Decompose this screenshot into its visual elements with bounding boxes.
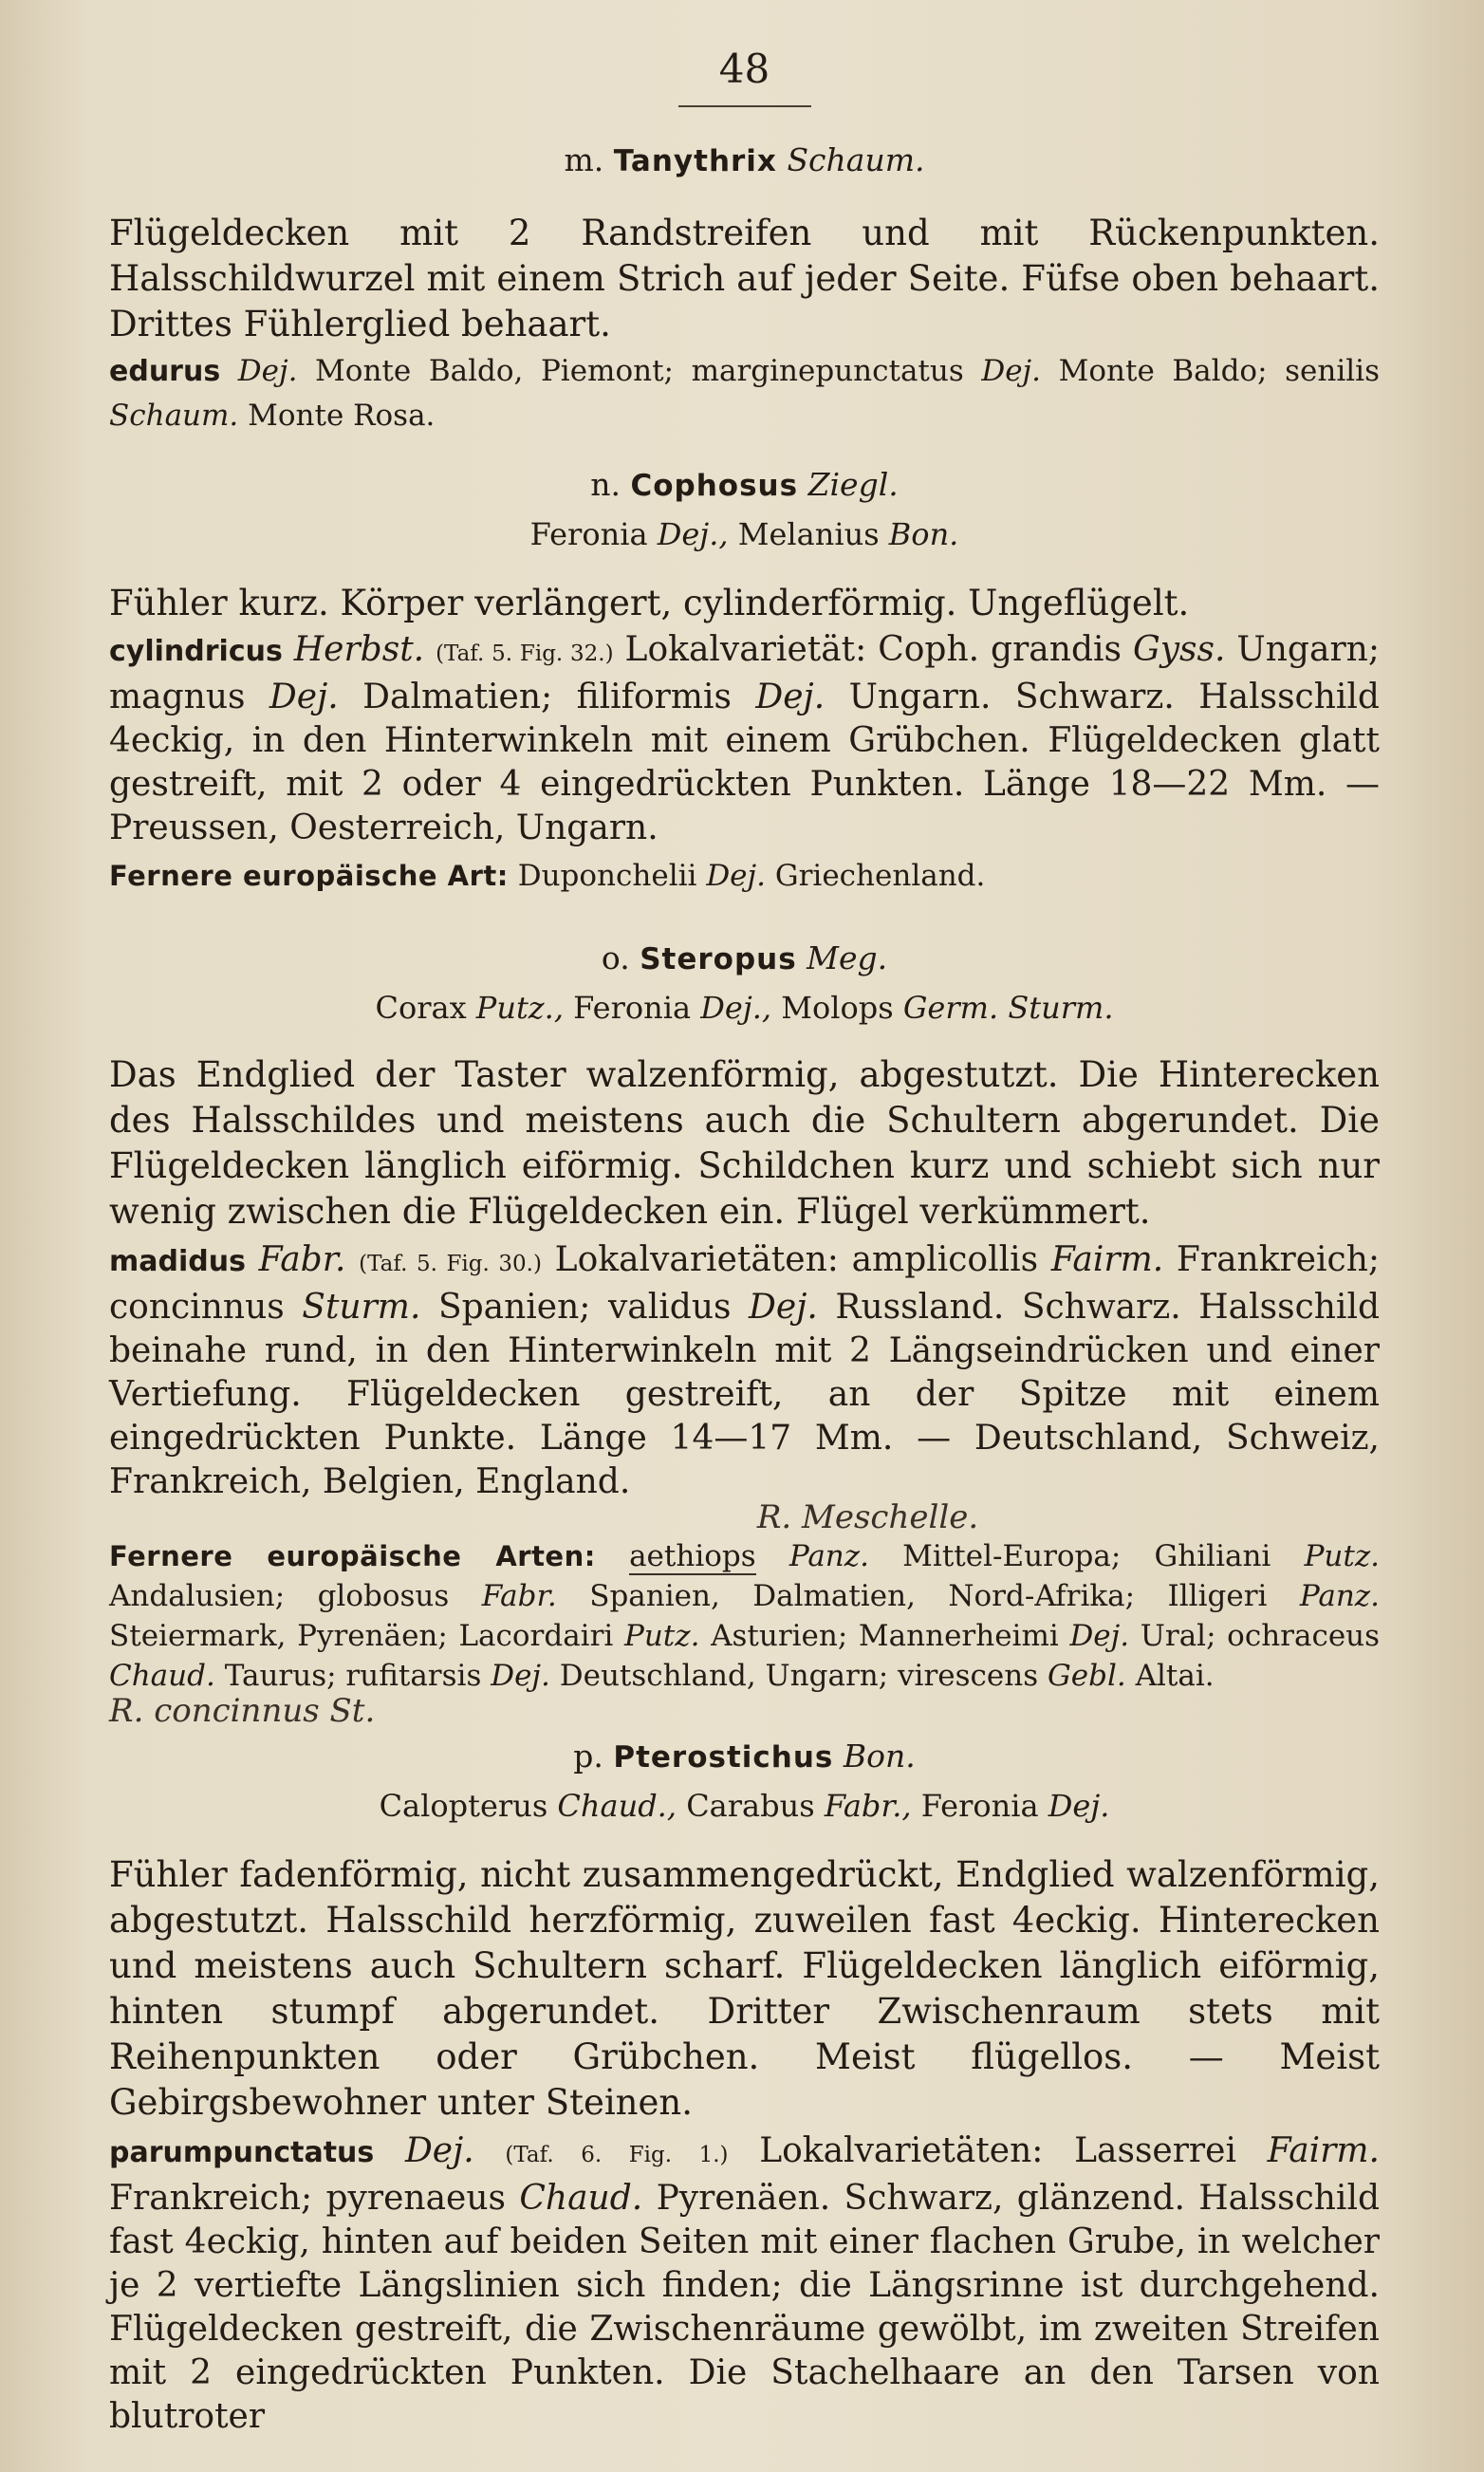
species-text: Monte Baldo, Piemont; marginepunctatus bbox=[315, 354, 964, 388]
species-author: Fairm. bbox=[1267, 2131, 1380, 2170]
section-letter: p. bbox=[573, 1738, 603, 1775]
species-text: Lokalvarietäten: Lasserrei bbox=[759, 2131, 1236, 2170]
synonym-author: Putz., bbox=[475, 990, 564, 1026]
species-author: Dej. bbox=[749, 1288, 818, 1327]
species-text: Pyrenäen. Schwarz, glänzend. Halsschild fast 4eckig, hinten auf beiden Seiten mit einer flachen Grube, in welcher je 2 vertiefte Längslinien sich finden; die Längsrinne ist durchgehend. Flügeldecken gestreift, die Zwischenräume gewölbt, im zweiten Streifen mit 2 eingedrückten Punkten. Die Stachelhaare an den Tarsen von blutroter bbox=[109, 2179, 1381, 2436]
species-author: Dej. bbox=[237, 354, 298, 388]
synonym-author: Dej., bbox=[700, 990, 772, 1026]
species-author: Dej. bbox=[404, 2131, 474, 2170]
further-species-label: Fernere europäische Art: bbox=[109, 860, 509, 892]
genus-author: Meg. bbox=[807, 939, 888, 976]
plate-reference: (Taf. 6. Fig. 1.) bbox=[505, 2143, 729, 2167]
species-text: Monte Rosa. bbox=[248, 399, 436, 433]
further-species-text: Spanien, Dalmatien, Nord-Afrika; Illigeri bbox=[589, 1579, 1268, 1613]
species-author: Gyss. bbox=[1132, 630, 1226, 669]
further-species-text: aethiops bbox=[629, 1539, 756, 1573]
synonyms bbox=[109, 990, 1380, 1026]
synonym: Melanius bbox=[737, 516, 880, 552]
species-entry bbox=[109, 2129, 1380, 2439]
further-species-text: Taurus; rufitarsis bbox=[224, 1659, 482, 1693]
page-number: 48 bbox=[718, 46, 770, 92]
species-author: Fabr. bbox=[258, 1240, 346, 1279]
further-species-text: Griechenland. bbox=[774, 859, 986, 893]
synonym: Feronia bbox=[920, 1788, 1039, 1824]
genus-name: Cophosus bbox=[630, 469, 799, 503]
genus-author: Schaum. bbox=[787, 141, 925, 178]
plate-reference: (Taf. 5. Fig. 30.) bbox=[359, 1252, 542, 1276]
handwritten-annotation: R. Meschelle. bbox=[756, 1498, 979, 1536]
species-author: Dej. bbox=[491, 1659, 550, 1693]
further-species-text: Ural; ochraceus bbox=[1140, 1619, 1381, 1653]
species-text: Russland. bbox=[835, 1288, 1005, 1327]
species-text: Ungarn; magnus bbox=[109, 630, 1380, 716]
further-species-text: Mittel-Europa; Ghiliani bbox=[902, 1539, 1271, 1573]
synonym-author: Fabr., bbox=[824, 1788, 912, 1824]
synonym-author: Dej. bbox=[1048, 1788, 1110, 1824]
species-author: Fairm. bbox=[1050, 1240, 1164, 1279]
further-species-text: Asturien; Mannerheimi bbox=[711, 1619, 1059, 1653]
handwritten-annotation: R. concinnus St. bbox=[109, 1692, 376, 1730]
section-heading-o bbox=[109, 939, 1380, 976]
synonyms bbox=[109, 1788, 1380, 1824]
species-author: Chaud. bbox=[109, 1659, 215, 1693]
species-entry bbox=[109, 1238, 1380, 1504]
species-text: Lokalvarietäten: amplicollis bbox=[554, 1240, 1039, 1279]
species-author: Dej. bbox=[1069, 1619, 1130, 1653]
species-text: Schwarz. Halsschild 4eckig, in den Hinterwinkeln mit einem Grübchen. Flügeldecken glatt gestreift, mit 2 oder 4 eingedrückten Punkten. Länge 18—22 Mm. — Preussen, Oesterreich, Ungarn. bbox=[109, 678, 1380, 847]
genus-name: Pterostichus bbox=[613, 1740, 834, 1775]
species-author: Fabr. bbox=[481, 1579, 557, 1613]
synonym: Feronia bbox=[573, 990, 692, 1026]
further-species-text: Steiermark, Pyrenäen; Lacordairi bbox=[109, 1619, 614, 1653]
genus-description: Flügeldecken mit 2 Randstreifen und mit Rückenpunkten. Halsschildwurzel mit einem Strich auf jeder Seite. Füfse oben behaart. Drittes Fühlerglied behaart. bbox=[109, 213, 1380, 344]
species-text: Lokalvarietät: Coph. grandis bbox=[624, 630, 1122, 669]
further-species-text: Deutschland, Ungarn; virescens bbox=[559, 1659, 1039, 1693]
species-author: Panz. bbox=[1299, 1579, 1380, 1613]
genus-author: Ziegl. bbox=[807, 466, 899, 503]
further-species-text: Altai. bbox=[1135, 1659, 1215, 1693]
section-letter: o. bbox=[601, 939, 630, 976]
synonym-author: Chaud., bbox=[557, 1788, 677, 1824]
further-species bbox=[109, 854, 1380, 898]
species-name: cylindricus bbox=[109, 635, 283, 668]
synonyms bbox=[109, 516, 1380, 552]
further-species-text: Andalusien; globosus bbox=[109, 1579, 450, 1613]
section-heading-p bbox=[109, 1738, 1380, 1775]
genus-author: Bon. bbox=[843, 1738, 916, 1775]
species-text: Dalmatien; filiformis bbox=[362, 678, 732, 716]
species-author: Herbst. bbox=[293, 630, 425, 669]
species-entry bbox=[109, 349, 1380, 437]
species-entry bbox=[109, 628, 1380, 850]
page-number-rule bbox=[678, 105, 811, 107]
species-author: Dej. bbox=[755, 678, 825, 716]
further-species bbox=[109, 1536, 1380, 1696]
species-author: Schaum. bbox=[109, 399, 239, 433]
species-text: Spanien; validus bbox=[437, 1288, 732, 1327]
species-text: Frankreich; concinnus bbox=[109, 1240, 1381, 1327]
synonym: Molops bbox=[781, 990, 894, 1026]
species-author: Dej. bbox=[269, 678, 339, 716]
synonym: Calopterus bbox=[379, 1788, 548, 1824]
synonym: Corax bbox=[375, 990, 467, 1026]
species-text: Frankreich; pyrenaeus bbox=[109, 2179, 506, 2218]
species-author: Putz. bbox=[623, 1619, 700, 1653]
further-species-label: Fernere europäische Arten: bbox=[109, 1540, 596, 1572]
species-name: edurus bbox=[109, 355, 221, 388]
species-author: Panz. bbox=[788, 1539, 869, 1573]
genus-name: Steropus bbox=[640, 942, 797, 976]
genus-description: Fühler kurz. Körper verlängert, cylinderförmig. Ungeflügelt. bbox=[109, 583, 1190, 623]
species-text: Monte Baldo; senilis bbox=[1058, 354, 1380, 388]
genus-description: Fühler fadenförmig, nicht zusammengedrückt, Endglied walzenförmig, abgestutzt. Halsschild herzförmig, zuweilen fast 4eckig. Hinterecken und meistens auch Schultern scharf. Flügeldecken länglich eiförmig, hinten stumpf abgerundet. Dritter Zwischenraum stets mit Reihenpunkten oder Grübchen. Meist flügellos. — Meist Gebirgsbewohner unter Steinen. bbox=[109, 1854, 1380, 2123]
species-author: Dej. bbox=[706, 859, 766, 893]
section-letter: n. bbox=[590, 466, 621, 503]
genus-description: Das Endglied der Taster walzenförmig, abgestutzt. Die Hinterecken des Halsschildes und meistens auch die Schultern abgerundet. Die Flügeldecken länglich eiförmig. Schildchen kurz und schiebt sich nur wenig zwischen die Flügeldecken ein. Flügel verkümmert. bbox=[109, 1054, 1380, 1232]
further-species-text: Duponchelii bbox=[517, 859, 697, 893]
synonym-author: Germ. Sturm. bbox=[902, 990, 1114, 1026]
species-author: Putz. bbox=[1304, 1539, 1381, 1573]
section-heading-n bbox=[109, 466, 1380, 503]
synonym-author: Dej., bbox=[657, 516, 729, 552]
synonym: Carabus bbox=[686, 1788, 815, 1824]
genus-name: Tanythrix bbox=[613, 144, 777, 178]
species-author: Dej. bbox=[981, 354, 1042, 388]
species-author: Chaud. bbox=[519, 2179, 643, 2218]
species-text: Ungarn. bbox=[848, 678, 992, 716]
species-author: Sturm. bbox=[302, 1288, 421, 1327]
section-letter: m. bbox=[564, 141, 604, 178]
synonym-author: Bon. bbox=[888, 516, 959, 552]
species-author: Gebl. bbox=[1047, 1659, 1126, 1693]
synonym: Feronia bbox=[529, 516, 648, 552]
species-name: madidus bbox=[109, 1245, 246, 1278]
section-heading-m bbox=[109, 141, 1380, 178]
species-name: parumpunctatus bbox=[109, 2136, 375, 2169]
species-text: Schwarz. Halsschild beinahe rund, in den Hinterwinkeln mit 2 Längseindrücken und einer Vertiefung. Flügeldecken gestreift, an der Spitze mit einem eingedrückten Punkte. Länge 14—17 Mm. — Deutschland, Schweiz, Frankreich, Belgien, England. bbox=[109, 1288, 1380, 1501]
plate-reference: (Taf. 5. Fig. 32.) bbox=[436, 641, 614, 666]
